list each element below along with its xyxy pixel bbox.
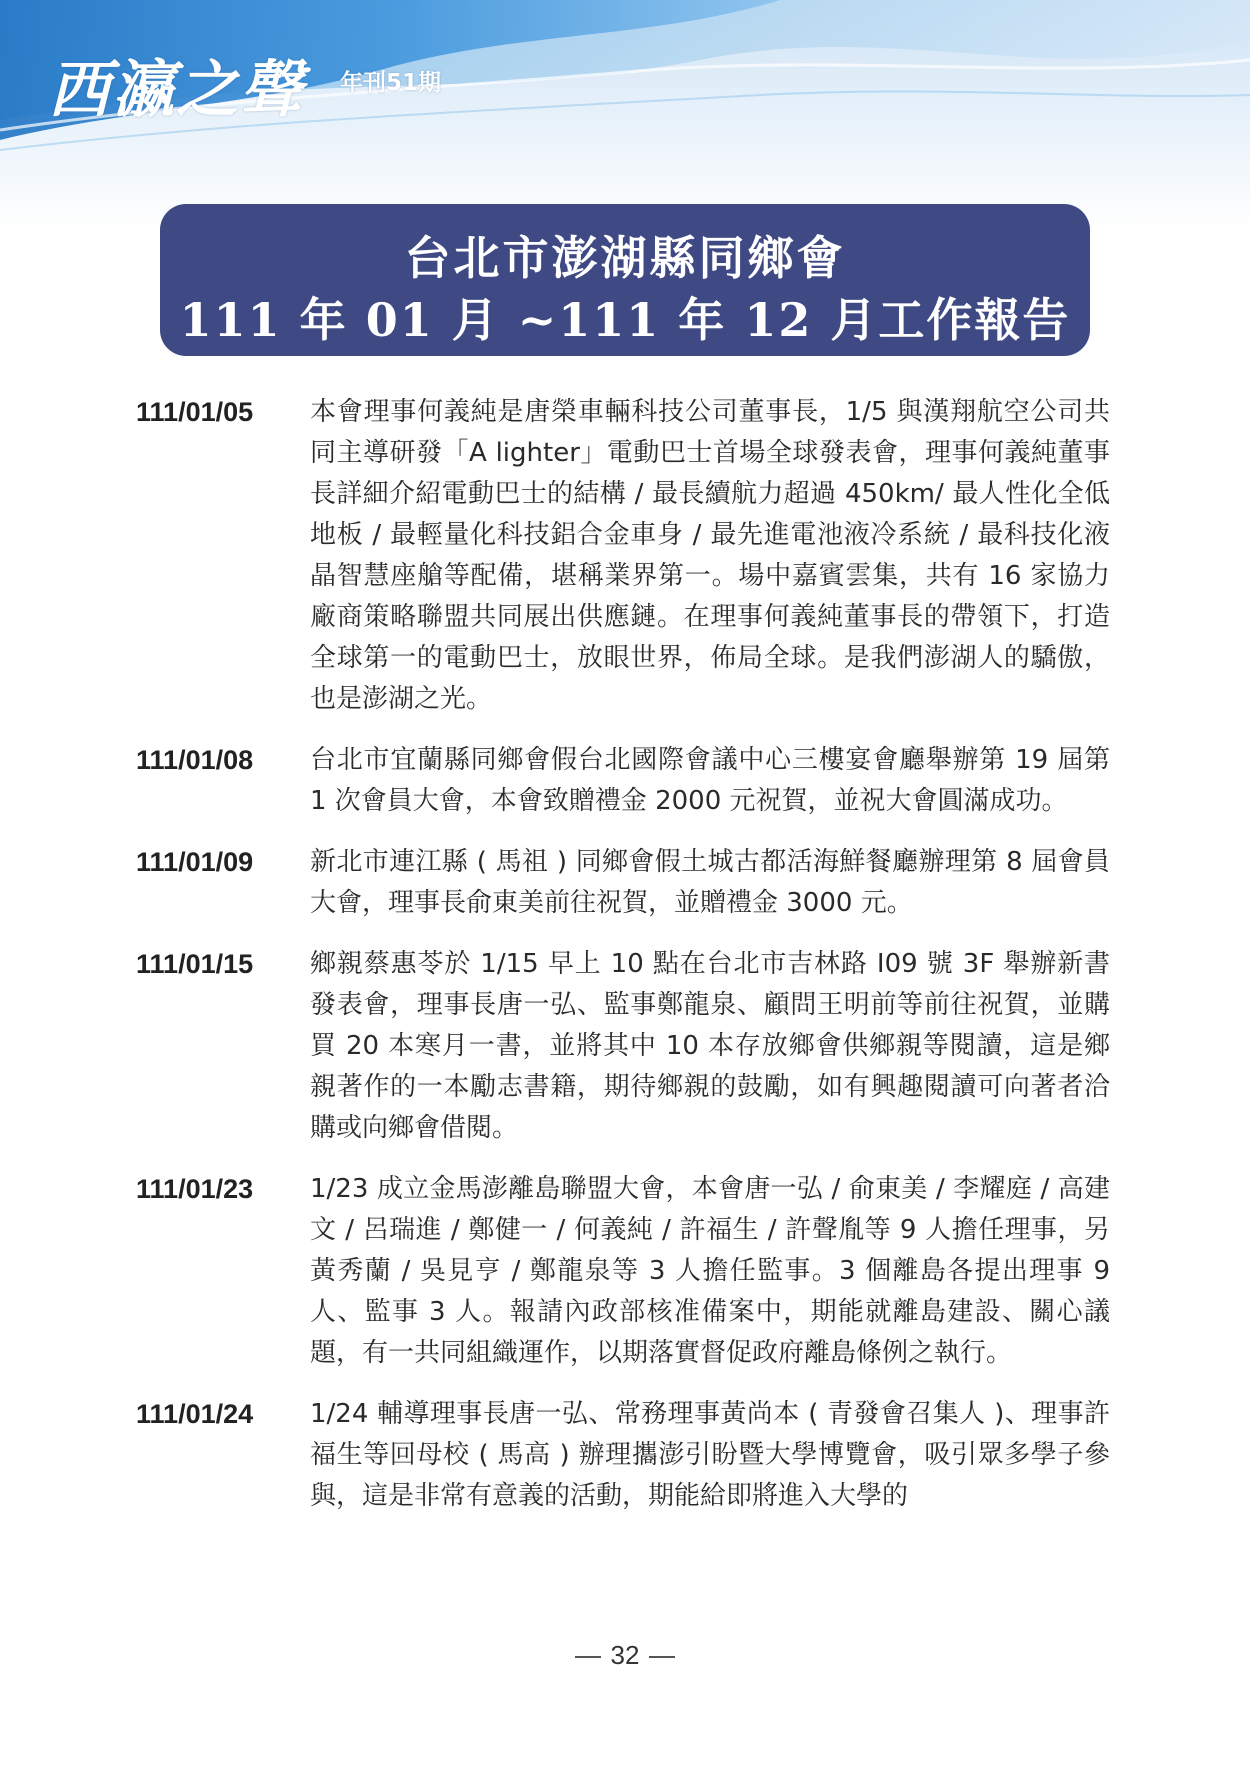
- page-number-value: 32: [610, 1640, 640, 1670]
- work-report-list: [136, 392, 1116, 1537]
- report-entry: [136, 842, 1116, 924]
- magazine-logo: 西瀛之聲: [48, 53, 305, 126]
- entry-date: 111/01/08: [136, 745, 254, 775]
- entry-text: 新北市連江縣 ( 馬祖 ) 同鄉會假土城古都活海鮮餐廳辦理第 8 屆會員大會，理事長俞東美前往祝賀，並贈禮金 3000 元。: [310, 847, 1110, 918]
- dash-decoration: [649, 1656, 675, 1658]
- entry-text: 台北市宜蘭縣同鄉會假台北國際會議中心三樓宴會廳舉辦第 19 屆第 1 次會員大會，本會致贈禮金 2000 元祝賀，並祝大會圓滿成功。: [310, 745, 1110, 816]
- entry-date: 111/01/23: [136, 1174, 254, 1204]
- entry-date: 111/01/15: [136, 949, 254, 979]
- entry-text: 鄉親蔡惠苓於 1/15 早上 10 點在台北市吉林路 I09 號 3F 舉辦新書發表會，理事長唐一弘、監事鄭龍泉、顧問王明前等前往祝賀，並購買 20 本寒月一書，並將其中 10 本存放鄉會供鄉親等閱讀，這是鄉親著作的一本勵志書籍，期待鄉親的鼓勵，如有興趣閱讀可向著者洽購或向鄉會借閱。: [310, 949, 1110, 1143]
- report-title-line2: 111 年 01 月 ~111 年 12 月工作報告: [179, 293, 1071, 347]
- entry-date: 111/01/09: [136, 847, 254, 877]
- report-entry: [136, 1169, 1116, 1374]
- report-title-banner: [160, 204, 1090, 356]
- entry-text: 1/23 成立金馬澎離島聯盟大會，本會唐一弘 / 俞東美 / 李耀庭 / 高建文 / 呂瑞進 / 鄭健一 / 何義純 / 許福生 / 許聲胤等 9 人擔任理事，另黃秀蘭 / 吳見亨 / 鄭龍泉等 3 人擔任監事。3 個離島各提出理事 9 人、監事 3 人。報請內政部核准備案中，期能就離島建設、關心議題，有一共同組織運作，以期落實督促政府離島條例之執行。: [310, 1174, 1110, 1368]
- report-entry: [136, 740, 1116, 822]
- entry-date: 111/01/24: [136, 1399, 254, 1429]
- report-entry: [136, 944, 1116, 1149]
- issue-label: 年刊51期: [340, 70, 442, 96]
- report-entry: [136, 1394, 1116, 1517]
- page-number: [0, 1640, 1250, 1671]
- dash-decoration: [575, 1656, 601, 1658]
- report-entry: [136, 392, 1116, 720]
- entry-date: 111/01/05: [136, 397, 254, 427]
- entry-text: 本會理事何義純是唐榮車輛科技公司董事長，1/5 與漢翔航空公司共同主導研發「A lighter」電動巴士首場全球發表會，理事何義純董事長詳細介紹電動巴士的結構 / 最長續航力超過 450km/ 最人性化全低地板 / 最輕量化科技鋁合金車身 / 最先進電池液冷系統 / 最科技化液晶智慧座艙等配備，堪稱業界第一。場中嘉賓雲集，共有 16 家協力廠商策略聯盟共同展出供應鏈。在理事何義純董事長的帶領下，打造全球第一的電動巴士，放眼世界，佈局全球。是我們澎湖人的驕傲，也是澎湖之光。: [310, 397, 1110, 714]
- report-title-line1: 台北市澎湖縣同鄉會: [404, 231, 846, 285]
- entry-text: 1/24 輔導理事長唐一弘、常務理事黃尚本 ( 青發會召集人 )、理事許福生等回母校 ( 馬高 ) 辦理攜澎引盼暨大學博覽會，吸引眾多學子參與，這是非常有意義的活動，期能給即將進入大學的: [310, 1399, 1110, 1511]
